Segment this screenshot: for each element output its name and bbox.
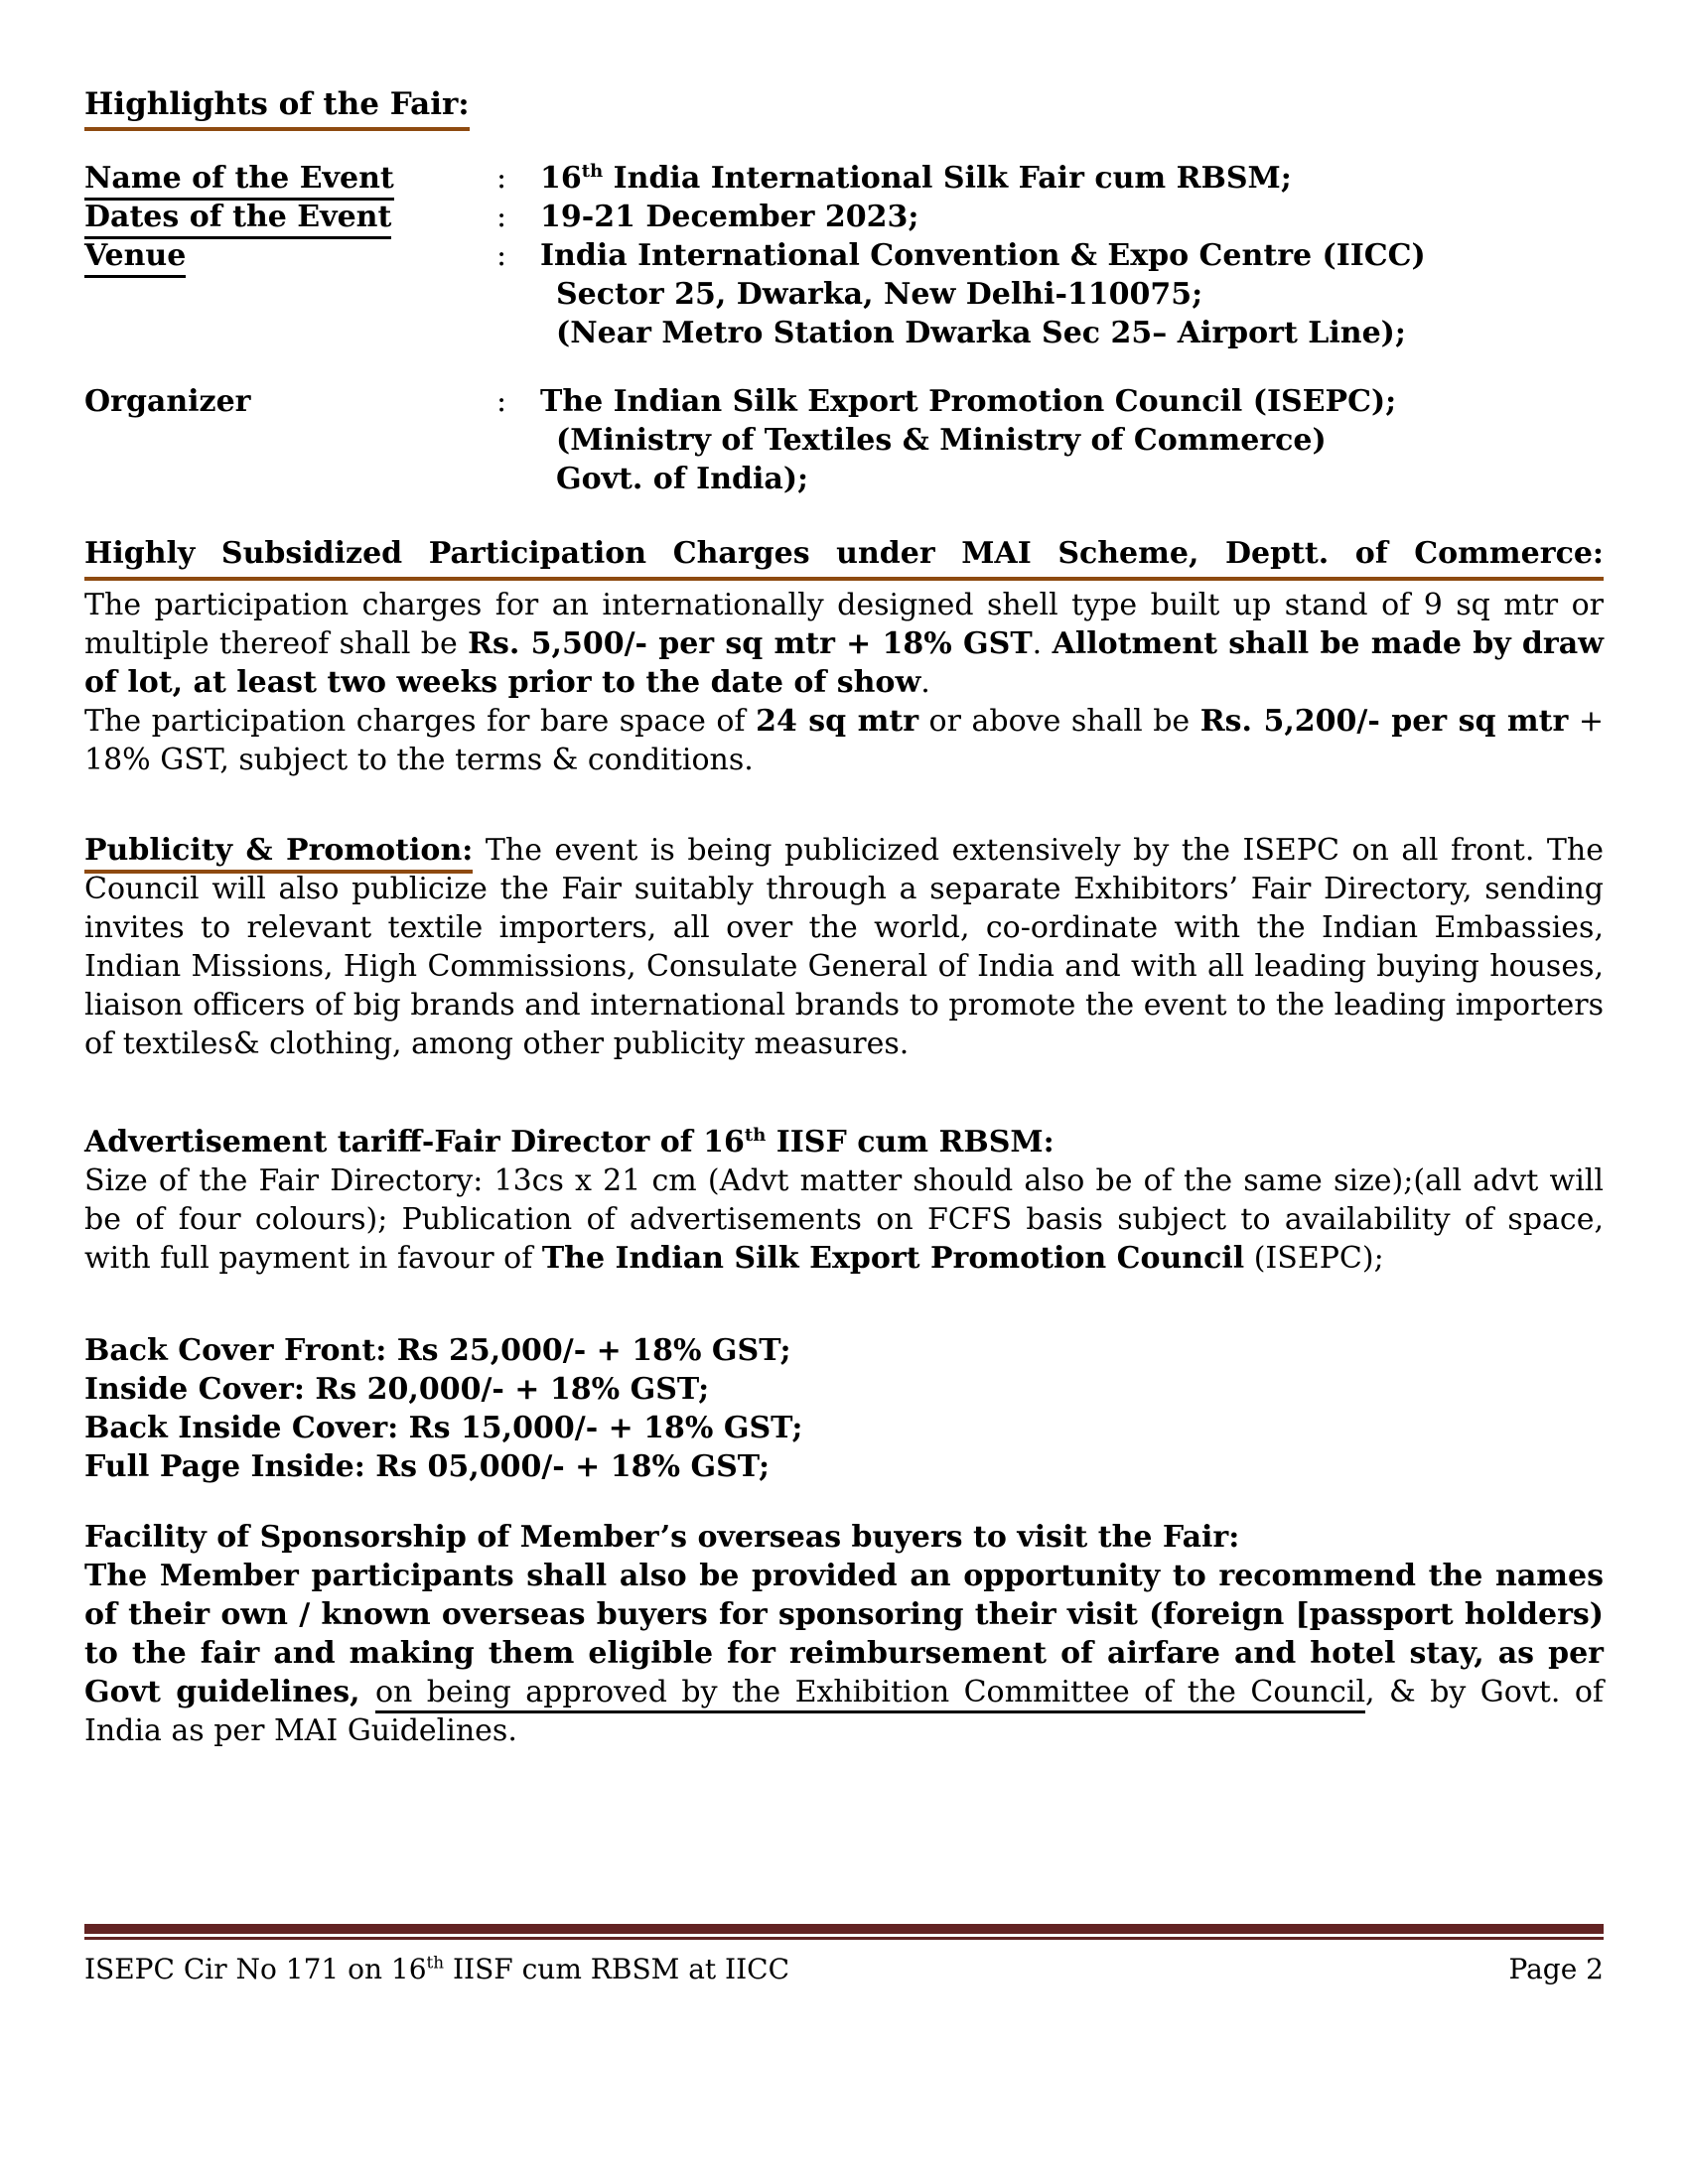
tariff-item-inside-cover: Inside Cover: Rs 20,000/- + 18% GST;: [84, 1372, 710, 1407]
footer-rule-thin: [84, 1937, 1604, 1940]
tariff-item-back-inside-cover: Back Inside Cover: Rs 15,000/- + 18% GST;: [84, 1411, 803, 1445]
venue-value-text-3: (Near Metro Station Dwarka Sec 25– Airport Line);: [556, 316, 1406, 350]
venue-value-text-1: India International Convention & Expo Centre (IICC): [540, 238, 1426, 273]
venue-value-line-2: [496, 275, 1604, 314]
advertisement-tariff-para: Size of the Fair Directory: 13cs x 21 cm (Advt matter should also be of the same size);(all advt will be of four colours); Publication of advertisements on FCFS basis subject to availability of space, with full payment in favour of The Indian Silk Export Promotion Council (ISEPC);: [84, 1163, 1604, 1276]
event-name-value-text: 16th India International Silk Fair cum RBSM;: [540, 161, 1292, 196]
info-label-cell: [84, 382, 496, 421]
info-value-cell: [496, 236, 1604, 352]
footer-doc-title: ISEPC Cir No 171 on 16th IISF cum RBSM at IICC: [84, 1952, 790, 1985]
tariff-list: [84, 1331, 1604, 1486]
participation-charges-heading: Highly Subsidized Participation Charges under MAI Scheme, Deptt. of Commerce:: [84, 534, 1604, 581]
organizer-value-text-3: Govt. of India);: [556, 462, 809, 496]
page-footer: [84, 1924, 1604, 1987]
event-name-value: [496, 159, 1604, 198]
organizer-value-line-2: [496, 421, 1604, 460]
event-dates-label: Dates of the Event: [84, 200, 391, 239]
advertisement-tariff-heading: Advertisement tariff-Fair Director of 16th IISF cum RBSM:: [84, 1125, 1055, 1160]
info-row-organizer: [84, 382, 1604, 498]
section-participation-charges: [84, 534, 1604, 779]
info-label-cell: [84, 236, 496, 275]
participation-charges-para-1: The participation charges for an internationally designed shell type built up stand of 9 sq mtr or multiple thereof shall be Rs. 5,500/- per sq mtr + 18% GST. Allotment shall be made by draw of lot, at least two weeks prior to the date of show.: [84, 588, 1604, 700]
event-info-table: [84, 159, 1604, 498]
info-value-cell: [496, 382, 1604, 498]
info-row-venue: [84, 236, 1604, 352]
participation-charges-para-2: The participation charges for bare space of 24 sq mtr or above shall be Rs. 5,200/- per sq mtr + 18% GST, subject to the terms & conditions.: [84, 704, 1604, 777]
colon-separator: :: [496, 238, 507, 273]
highlights-heading: [84, 85, 1604, 131]
info-label-cell: [84, 159, 496, 198]
venue-value-text-2: Sector 25, Dwarka, New Delhi-110075;: [556, 277, 1203, 312]
event-dates-value-text: 19-21 December 2023;: [540, 200, 919, 234]
organizer-value-text-1: The Indian Silk Export Promotion Council (ISEPC);: [540, 384, 1397, 419]
event-dates-value: [496, 198, 1604, 236]
info-value-cell: [496, 159, 1604, 198]
organizer-value-line-3: [496, 460, 1604, 498]
event-name-label: Name of the Event: [84, 161, 394, 201]
venue-value-line-1: [496, 236, 1604, 275]
page-number: Page 2: [1508, 1953, 1604, 1985]
organizer-value-text-2: (Ministry of Textiles & Ministry of Commerce): [556, 423, 1327, 458]
footer-text-row: [84, 1952, 1604, 1987]
footer-rule-thick: [84, 1924, 1604, 1934]
tariff-item-full-page-inside: Full Page Inside: Rs 05,000/- + 18% GST;: [84, 1449, 771, 1484]
info-row-event-name: [84, 159, 1604, 198]
sponsorship-para: The Member participants shall also be provided an opportunity to recommend the names of their own / known overseas buyers for sponsoring their visit (foreign [passport holders) to the fair and making them eligible for reimbursement of airfare and hotel stay, as per Govt guidelines, on being approved by the Exhibition Committee of the Council, & by Govt. of India as per MAI Guidelines.: [84, 1559, 1604, 1748]
highlights-heading-text: Highlights of the Fair:: [84, 85, 470, 131]
publicity-promotion-para: Publicity & Promotion: The event is being publicized extensively by the ISEPC on all front. The Council will also publicize the Fair suitably through a separate Exhibitors’ Fair Directory, sending invites to relevant textile importers, all over the world, co-ordinate with the Indian Embassies, Indian Missions, High Commissions, Consulate General of India and with all leading buying houses, liaison officers of big brands and international brands to promote the event to the leading importers of textiles& clothing, among other publicity measures.: [84, 833, 1604, 1061]
colon-separator: :: [496, 384, 507, 419]
colon-separator: :: [496, 200, 507, 234]
organizer-value-line-1: [496, 382, 1604, 421]
info-value-cell: [496, 198, 1604, 236]
venue-value-line-3: [496, 314, 1604, 352]
section-sponsorship: [84, 1518, 1604, 1750]
info-row-event-dates: [84, 198, 1604, 236]
section-advertisement-tariff: [84, 1123, 1604, 1278]
sponsorship-heading: Facility of Sponsorship of Member’s overseas buyers to visit the Fair:: [84, 1520, 1240, 1555]
organizer-label: Organizer: [84, 384, 251, 419]
colon-separator: :: [496, 161, 507, 196]
tariff-item-back-cover-front: Back Cover Front: Rs 25,000/- + 18% GST;: [84, 1333, 791, 1368]
venue-label: Venue: [84, 238, 186, 278]
info-label-cell: [84, 198, 496, 236]
